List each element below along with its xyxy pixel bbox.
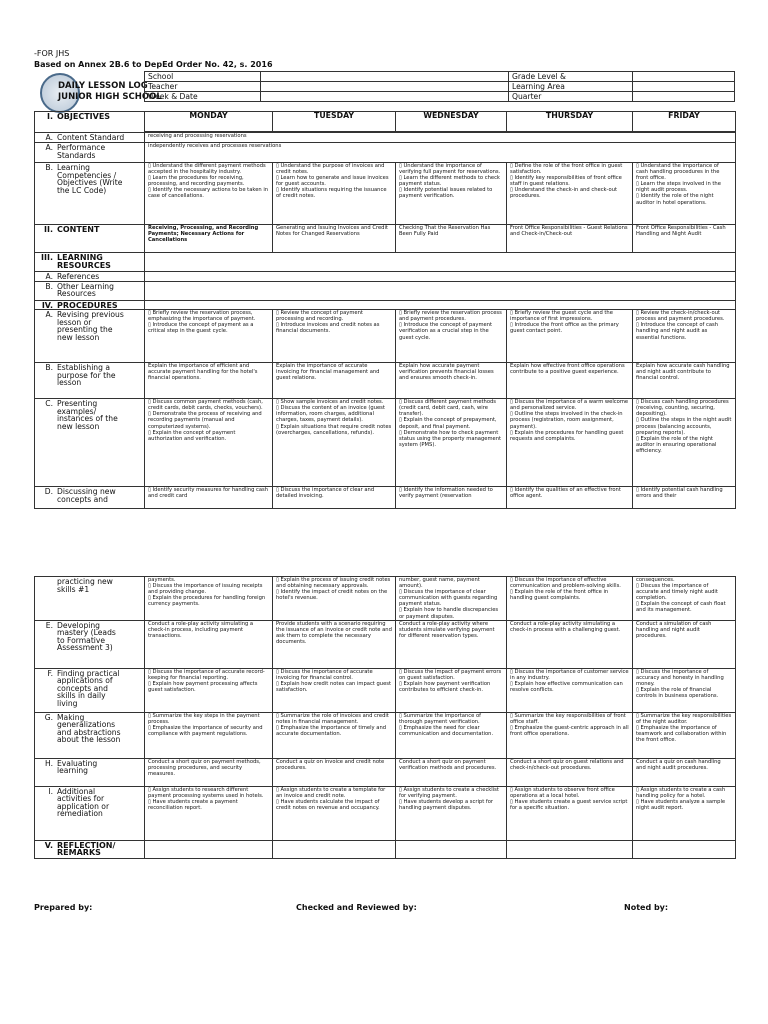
learning-area-label: Learning Area <box>509 82 633 92</box>
week-label: Week & Date <box>145 92 261 102</box>
proc-i-thursday: ▯ Assign students to observe front office operations at a local hotel. ▯ Have students create a guest service script for a specific situation. <box>507 786 633 840</box>
proc-i-label: I. Additional activities for application or remediation <box>35 786 145 840</box>
header-info-values <box>632 71 735 102</box>
proc-c-monday: ▯ Discuss common payment methods (cash, credit cards, debit cards, checks, vouchers). ▯ Demonstrate the process of receiving and recording payments (manual and computerized systems). ▯ Explain the concept of payment authorization and verification. <box>145 399 273 487</box>
proc-b-thursday: Explain how effective front office operations contribute to a positive guest experience. <box>507 363 633 399</box>
proc-e-tuesday: Provide students with a scenario requiring the issuance of an invoice or credit note and ask them to complete the necessary documents. <box>273 620 396 668</box>
logo-title: DAILY LESSON LOG <box>58 81 148 91</box>
proc-e-monday: Conduct a role-play activity simulating a check-in process, including payment transactions. <box>145 620 273 668</box>
proc-c-label: C. Presenting examples/ instances of the new lesson <box>35 399 145 487</box>
proc-f-tuesday: ▯ Discuss the importance of accurate invoicing for financial control. ▯ Explain how credit notes can impact guest satisfaction. <box>273 668 396 712</box>
proc-d-label: D. Discussing new concepts and <box>35 487 145 509</box>
day-wednesday: WEDNESDAY <box>396 112 507 132</box>
proc-d-cont-friday: consequences. ▯ Discuss the importance of accurate and timely night audit completion. ▯ Explain the concept of cash float and its management. <box>633 577 736 621</box>
proc-d-thursday: ▯ Identify the qualities of an effective front office agent. <box>507 487 633 509</box>
content-thursday: Front Office Responsibilities - Guest Relations and Check-in/Check-out <box>507 225 633 253</box>
quarter-value <box>633 92 735 102</box>
teacher-label: Teacher <box>145 82 261 92</box>
proc-d-cont-thursday: ▯ Discuss the importance of effective communication and problem-solving skills. ▯ Explain the role of the front office in handling guest complaints. <box>507 577 633 621</box>
proc-h-tuesday: Conduct a quiz on invoice and credit note procedures. <box>273 758 396 786</box>
competencies-label: B. Learning Competencies / Objectives (Write the LC Code) <box>35 163 145 225</box>
proc-f-thursday: ▯ Discuss the importance of customer service in any industry. ▯ Explain how effective communication can resolve conflicts. <box>507 668 633 712</box>
proc-a-wednesday: ▯ Briefly review the reservation process and payment procedures. ▯ Introduce the concept of payment verification as a crucial step in the guest cycle. <box>396 310 507 363</box>
content-friday: Front Office Responsibilities - Cash Handling and Night Audit <box>633 225 736 253</box>
proc-h-friday: Conduct a quiz on cash handling and night audit procedures. <box>633 758 736 786</box>
proc-g-monday: ▯ Summarize the key steps in the payment process. ▯ Emphasize the importance of security and compliance with payment regulations. <box>145 712 273 758</box>
noted-by-label: Noted by: <box>624 903 669 912</box>
proc-f-label: F. Finding practical applications of concepts and skills in daily living <box>35 668 145 712</box>
objectives-row-label: I. OBJECTIVES <box>35 112 145 133</box>
proc-e-thursday: Conduct a role-play activity simulating a check-in process with a challenging guest. <box>507 620 633 668</box>
proc-i-tuesday: ▯ Assign students to create a template for an invoice and credit note. ▯ Have students calculate the impact of credit notes on revenue and occupancy. <box>273 786 396 840</box>
learning-resources-label: III. LEARNING RESOURCES <box>35 253 145 272</box>
content-monday: Receiving, Processing, and Recording Payments; Necessary Actions for Cancellations <box>145 225 273 253</box>
content-wednesday: Checking That the Reservation Has Been Fully Paid <box>396 225 507 253</box>
performance-standards-value: independently receives and processes reservations <box>145 143 736 163</box>
proc-g-label: G. Making generalizations and abstractions about the lesson <box>35 712 145 758</box>
proc-i-wednesday: ▯ Assign students to create a checklist for verifying payment. ▯ Have students develop a script for handling payment disputes. <box>396 786 507 840</box>
quarter-label: Quarter <box>509 92 633 102</box>
content-tuesday: Generating and Issuing Invoices and Credit Notes for Changed Reservations <box>273 225 396 253</box>
competencies-wednesday: ▯ Understand the importance of verifying full payment for reservations. ▯ Learn the different methods to check payment status. ▯ Identify potential issues related to payment verification. <box>396 163 507 225</box>
performance-standards-label: A. Performance Standards <box>35 143 145 163</box>
proc-b-tuesday: Explain the importance of accurate invoicing for financial management and guest relations. <box>273 363 396 399</box>
proc-f-monday: ▯ Discuss the importance of accurate record-keeping for financial reporting. ▯ Explain how payment processing affects guest satisfaction. <box>145 668 273 712</box>
proc-d-monday: ▯ Identify security measures for handling cash and credit card <box>145 487 273 509</box>
proc-g-tuesday: ▯ Summarize the role of invoices and credit notes in financial management. ▯ Emphasize the importance of timely and accurate documentation. <box>273 712 396 758</box>
procedures-label: IV. PROCEDURES <box>35 300 145 310</box>
proc-e-label: E. Developing mastery (Leads to Formative Assessment 3) <box>35 620 145 668</box>
proc-d-cont-monday: payments. ▯ Discuss the importance of issuing receipts and providing change. ▯ Explain the procedures for handling foreign currency payments. <box>145 577 273 621</box>
lesson-table-part2 <box>34 576 736 859</box>
proc-h-monday: Conduct a short quiz on payment methods, processing procedures, and security measures. <box>145 758 273 786</box>
proc-b-wednesday: Explain how accurate payment verification prevents financial losses and ensures smooth check-in. <box>396 363 507 399</box>
proc-b-label: B. Establishing a purpose for the lesson <box>35 363 145 399</box>
proc-a-thursday: ▯ Briefly review the guest cycle and the importance of first impressions. ▯ Introduce the front office as the primary guest contact point. <box>507 310 633 363</box>
content-label: II. CONTENT <box>35 225 145 253</box>
proc-b-monday: Explain the importance of efficient and accurate payment handling for the hotel's financial operations. <box>145 363 273 399</box>
logo-subtitle: JUNIOR HIGH SCHOOL <box>58 92 162 102</box>
proc-g-friday: ▯ Summarize the key responsibilities of the night auditor. ▯ Emphasize the importance of teamwork and collaboration within the front office. <box>633 712 736 758</box>
proc-d-cont-label: practicing new skills #1 <box>35 577 145 621</box>
proc-b-friday: Explain how accurate cash handling and night audit contribute to financial control. <box>633 363 736 399</box>
proc-i-friday: ▯ Assign students to create a cash handling policy for a hotel. ▯ Have students analyze a sample night audit report. <box>633 786 736 840</box>
proc-a-tuesday: ▯ Review the concept of payment processing and recording. ▯ Introduce invoices and credit notes as financial documents. <box>273 310 396 363</box>
week-value <box>261 92 509 102</box>
grade-label: Grade Level & <box>509 72 633 82</box>
competencies-friday: ▯ Understand the importance of cash handling procedures in the front office. ▯ Learn the steps involved in the night audit process. ▯ Identify the role of the night auditor in hotel operations. <box>633 163 736 225</box>
proc-a-label: A. Revising previous lesson or presenting the new lesson <box>35 310 145 363</box>
prepared-by-label: Prepared by: <box>34 903 93 912</box>
reflection-label: V. REFLECTION/ REMARKS <box>35 840 145 858</box>
proc-e-friday: Conduct a simulation of cash handling and night audit procedures. <box>633 620 736 668</box>
proc-d-cont-wednesday: number, guest name, payment amount). ▯ Discuss the importance of clear communication with guests regarding payment status. ▯ Explain how to handle discrepancies or payment disputes. <box>396 577 507 621</box>
competencies-monday: ▯ Understand the different payment methods accepted in the hospitality industry. ▯ Learn the procedures for receiving, processing, and recording payments. ▯ Identify the necessary actions to be taken in case of cancellations. <box>145 163 273 225</box>
proc-d-wednesday: ▯ Identify the information needed to verify payment (reservation <box>396 487 507 509</box>
proc-f-friday: ▯ Discuss the importance of accuracy and honesty in handling money. ▯ Explain the role of financial controls in business operations. <box>633 668 736 712</box>
grade-value <box>633 72 735 82</box>
header-info-table <box>144 71 633 102</box>
proc-c-tuesday: ▯ Show sample invoices and credit notes. ▯ Discuss the content of an invoice (guest information, room charges, additional charges, taxes, payment details). ▯ Explain situations that require credit notes (overcharges, cancellations, refunds). <box>273 399 396 487</box>
school-value <box>261 72 509 82</box>
proc-d-tuesday: ▯ Discuss the importance of clear and detailed invoicing. <box>273 487 396 509</box>
other-resources-label: B. Other Learning Resources <box>35 281 145 300</box>
proc-c-thursday: ▯ Discuss the importance of a warm welcome and personalized service. ▯ Outline the steps involved in the check-in process (registration, room assignment, payment). ▯ Explain the procedures for handling guest requests and complaints. <box>507 399 633 487</box>
proc-c-friday: ▯ Discuss cash handling procedures (receiving, counting, securing, depositing). ▯ Outline the steps in the night audit process (balancing accounts, preparing reports). ▯ Explain the role of the night auditor in ensuring operational efficiency. <box>633 399 736 487</box>
proc-g-wednesday: ▯ Summarize the importance of thorough payment verification. ▯ Emphasize the need for clear communication and documentation. <box>396 712 507 758</box>
day-friday: FRIDAY <box>633 112 736 132</box>
proc-i-monday: ▯ Assign students to research different payment processing systems used in hotels. ▯ Have students create a payment reconciliation report. <box>145 786 273 840</box>
proc-f-wednesday: ▯ Discuss the impact of payment errors on guest satisfaction. ▯ Explain how payment verification contributes to efficient check-in. <box>396 668 507 712</box>
day-thursday: THURSDAY <box>507 112 633 132</box>
day-tuesday: TUESDAY <box>273 112 396 132</box>
references-label: A. References <box>35 272 145 282</box>
competencies-thursday: ▯ Define the role of the front office in guest satisfaction. ▯ Identify key responsibilities of front office staff in guest relations. ▯ Understand the check-in and check-out procedures. <box>507 163 633 225</box>
lesson-table-part1 <box>34 111 736 509</box>
proc-d-friday: ▯ Identify potential cash handling errors and their <box>633 487 736 509</box>
content-standard-value: receiving and processing reservations <box>145 133 736 143</box>
proc-g-thursday: ▯ Summarize the key responsibilities of front office staff. ▯ Emphasize the guest-centric approach in all front office operations. <box>507 712 633 758</box>
school-label: School <box>145 72 261 82</box>
based-on-line: Based on Annex 2B.6 to DepEd Order No. 42, s. 2016 <box>34 60 273 69</box>
teacher-value <box>261 82 509 92</box>
competencies-tuesday: ▯ Understand the purpose of invoices and credit notes. ▯ Learn how to generate and issue invoices for guest accounts. ▯ Identify situations requiring the issuance of credit notes. <box>273 163 396 225</box>
content-standard-label: A. Content Standard <box>35 133 145 143</box>
day-monday: MONDAY <box>145 112 273 132</box>
checked-by-label: Checked and Reviewed by: <box>296 903 417 912</box>
proc-c-wednesday: ▯ Discuss different payment methods (credit card, debit card, cash, wire transfer). ▯ Explain the concept of prepayment, deposit, and final payment. ▯ Demonstrate how to check payment status using the property management system (PMS). <box>396 399 507 487</box>
learning-area-value <box>633 82 735 92</box>
proc-a-friday: ▯ Review the check-in/check-out process and payment procedures. ▯ Introduce the concept of cash handling and night audit as essential functions. <box>633 310 736 363</box>
proc-a-monday: ▯ Briefly review the reservation process, emphasizing the importance of payment. ▯ Introduce the concept of payment as a critical step in the guest cycle. <box>145 310 273 363</box>
proc-h-thursday: Conduct a short quiz on guest relations and check-in/check-out procedures. <box>507 758 633 786</box>
proc-h-wednesday: Conduct a short quiz on payment verification methods and procedures. <box>396 758 507 786</box>
school-logo <box>36 73 162 115</box>
proc-h-label: H. Evaluating learning <box>35 758 145 786</box>
for-jhs-label: -FOR JHS <box>34 49 70 58</box>
proc-d-cont-tuesday: ▯ Explain the process of issuing credit notes and obtaining necessary approvals. ▯ Identify the impact of credit notes on the hotel's revenue. <box>273 577 396 621</box>
proc-e-wednesday: Conduct a role-play activity where students simulate verifying payment for different reservation types. <box>396 620 507 668</box>
